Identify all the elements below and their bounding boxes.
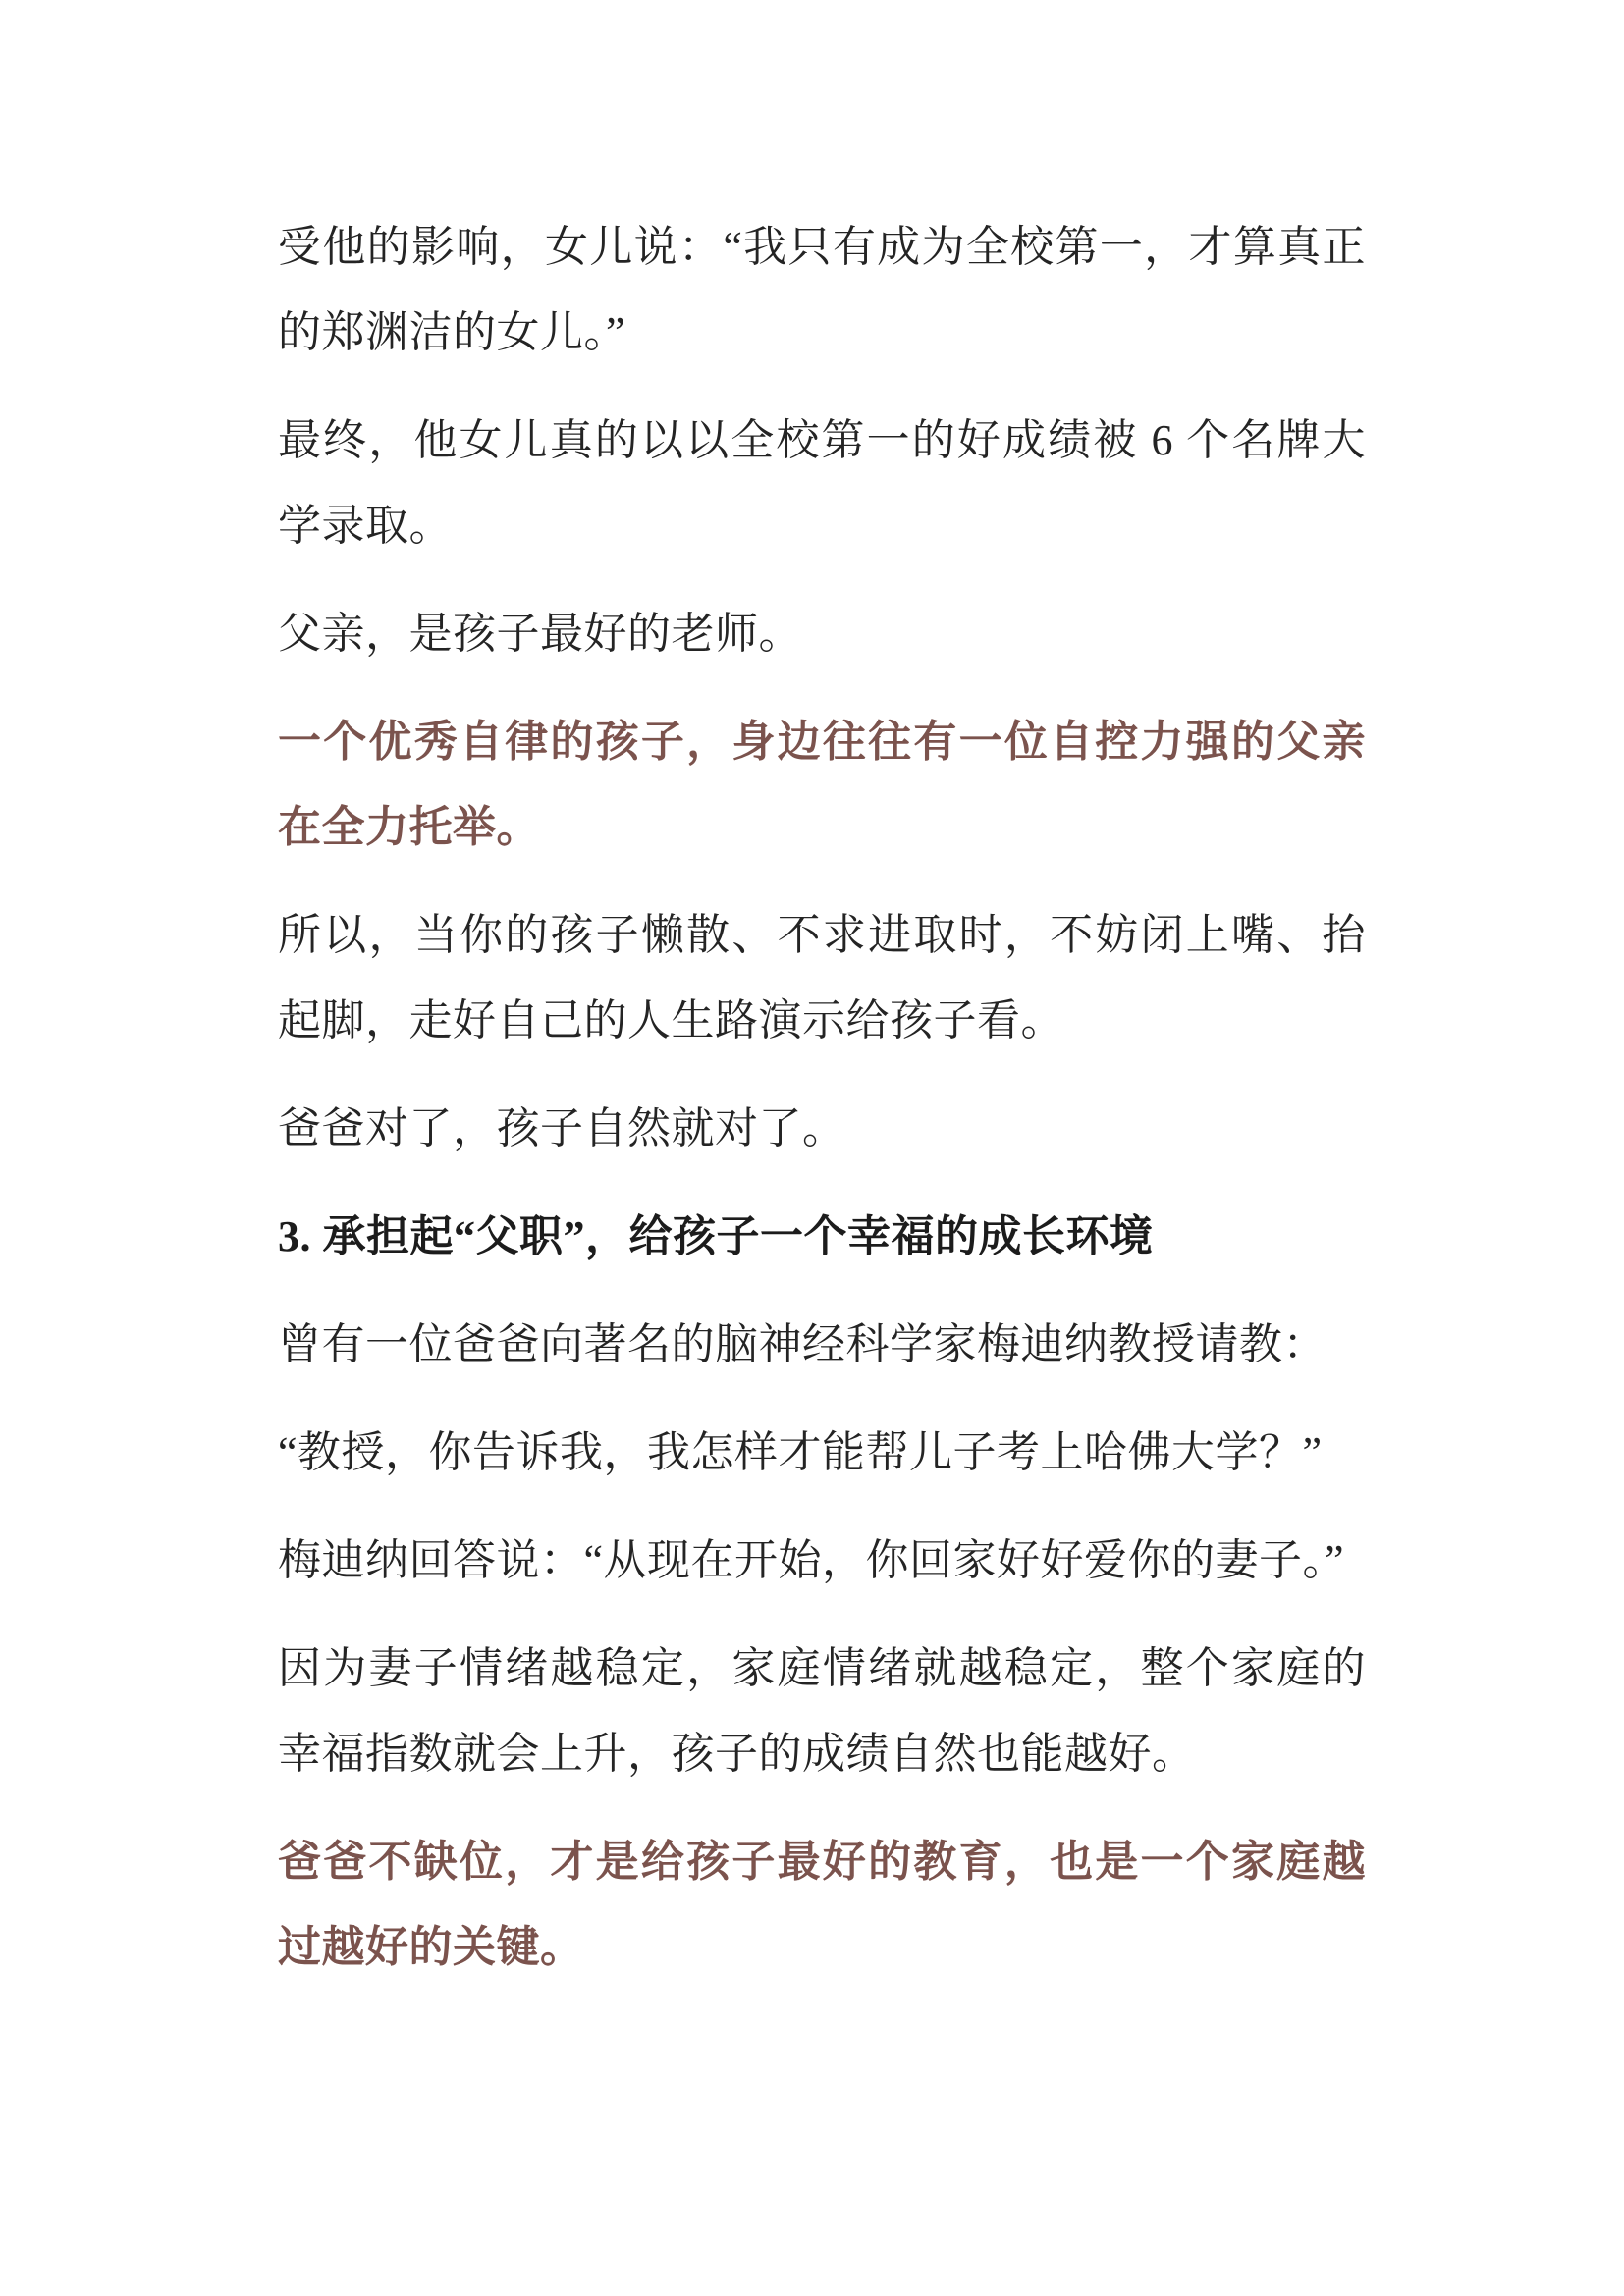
accent-paragraph: 爸爸不缺位，才是给孩子最好的教育，也是一个家庭越过越好的关键。 — [278, 1838, 1366, 1971]
body-paragraph: 受他的影响，女儿说：“我只有成为全校第一，才算真正的郑渊洁的女儿。” — [278, 223, 1366, 356]
body-paragraph: 梅迪纳回答说：“从现在开始，你回家好好爱你的妻子。” — [278, 1536, 1345, 1584]
accent-paragraph: 一个优秀自律的孩子，身边往往有一位自控力强的父亲在全力托举。 — [278, 718, 1366, 851]
body-paragraph: 父亲，是孩子最好的老师。 — [278, 610, 802, 658]
body-paragraph: 最终，他女儿真的以以全校第一的好成绩被 6 个名牌大学录取。 — [278, 416, 1366, 550]
body-paragraph: 因为妻子情绪越稳定，家庭情绪就越稳定，整个家庭的幸福指数就会上升，孩子的成绩自然也能越好。 — [278, 1644, 1366, 1778]
section-heading: 3. 承担起“父职”，给孩子一个幸福的成长环境 — [278, 1212, 1154, 1260]
body-paragraph: 曾有一位爸爸向著名的脑神经科学家梅迪纳教授请教： — [278, 1320, 1326, 1368]
body-paragraph: “教授，你告诉我，我怎样才能帮儿子考上哈佛大学？” — [278, 1428, 1323, 1476]
body-paragraph: 所以，当你的孩子懒散、不求进取时，不妨闭上嘴、抬起脚，走好自己的人生路演示给孩子看。 — [278, 911, 1366, 1044]
article-body — [278, 204, 1366, 2012]
body-paragraph: 爸爸对了，孩子自然就对了。 — [278, 1104, 846, 1152]
